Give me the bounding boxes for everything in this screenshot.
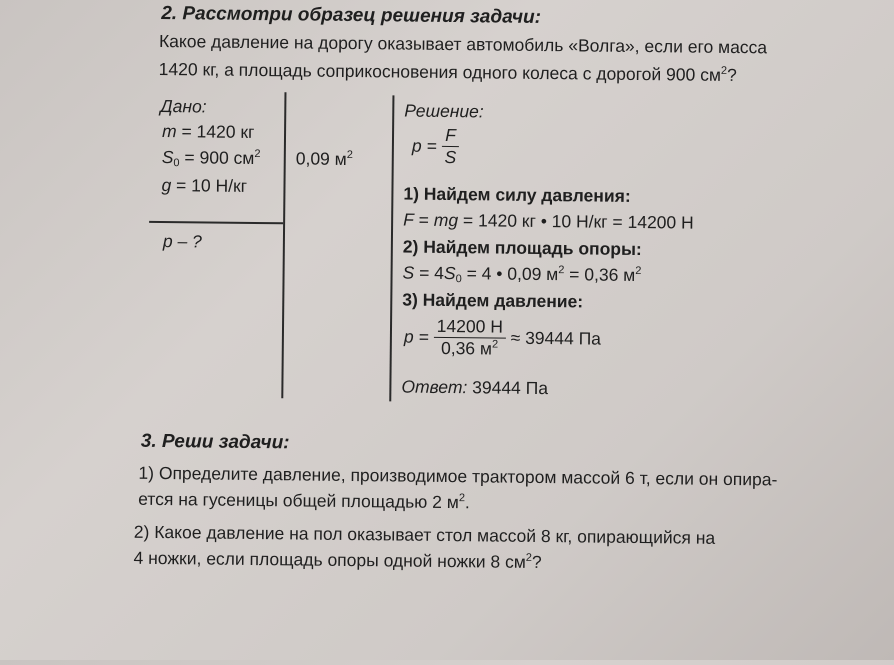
given-gravity: g = 10 Н/кг [161, 175, 248, 196]
solution-label: Решение: [404, 100, 484, 122]
given-mass: m = 1420 кг [161, 121, 255, 142]
task-2-line-1: 2) Какое давление на пол оказывает стол массой 8 кг, опирающийся на [133, 521, 716, 548]
section-2-heading: 2. Рассмотри образец решения задачи: [161, 2, 542, 28]
answer-line: Ответ: 39444 Па [401, 376, 549, 399]
step-1-equation: F = mg = 1420 кг • 10 Н/кг = 14200 Н [403, 209, 694, 233]
step-2-equation: $S = 4S_0 = 4$ • 0,09 $м^2 = 0,36$ $м^2$ [402, 262, 642, 286]
problem-text-line-2: 1420 кг, а площадь соприкосновения одного колеса с дорогой 900 $см^2$? [158, 58, 737, 86]
step-3-equation: p = $\frac{14200 Н}{0,36 м^2}$ ≈ 39444 Па [403, 315, 602, 359]
task-2-line-2: 4 ножки, если площадь опоры одной ножки 8 $см^2$? [133, 547, 542, 573]
step-2-title: 2) Найдем площадь опоры: [402, 236, 642, 260]
pressure-formula: p = $\frac{F}{S}$ [412, 125, 460, 168]
section-3-heading: 3. Реши задачи: [140, 430, 290, 454]
given-area: $S_0 = 900$ $см^2$ [161, 147, 261, 170]
si-conversion: 0,09 $м^2$ [295, 148, 353, 169]
find-pressure: p – ? [162, 231, 202, 252]
given-divider-line [149, 221, 283, 224]
given-si-divider [281, 92, 286, 398]
problem-text-line-1: Какое давление на дорогу оказывает автомобиль «Волга», если его масса [158, 30, 768, 58]
step-3-title: 3) Найдем давление: [402, 289, 584, 312]
task-1-line-2: ется на гусеницы общей площадью 2 $м^2$. [138, 488, 470, 513]
task-1-line-1: 1) Определите давление, производимое трактором массой 6 т, если он опира- [138, 462, 778, 490]
given-label: Дано: [160, 95, 207, 117]
step-1-title: 1) Найдем силу давления: [403, 183, 631, 206]
si-solution-divider [389, 95, 394, 401]
